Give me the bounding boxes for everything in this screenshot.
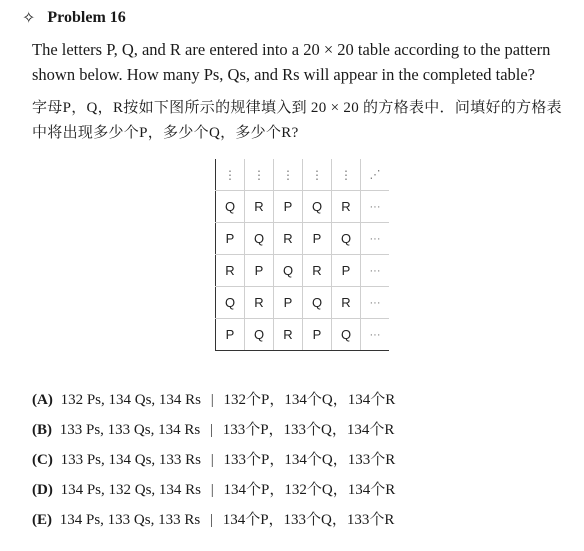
choice-text-zh: 132个P，134个Q，134个R <box>223 392 396 408</box>
pattern-grid <box>215 159 391 342</box>
grid-cell: R <box>245 287 274 319</box>
grid-cell: ⋮ <box>245 159 274 191</box>
choice-label: (C) <box>32 452 53 468</box>
grid-cell: Q <box>274 255 303 287</box>
grid-cell: R <box>216 255 245 287</box>
choice-separator: | <box>210 392 214 408</box>
grid-row <box>216 287 390 319</box>
grid-cell: Q <box>245 223 274 255</box>
choice-text-en: 132 Ps, 134 Qs, 134 Rs <box>60 392 202 408</box>
problem-header <box>22 8 126 27</box>
question-chinese: 字母P，Q，R按如下图所示的规律填入到 20 × 20 的方格表中．问填好的方格表中将出现多少个P，多少个Q，多少个R? <box>32 100 562 141</box>
grid-row <box>216 223 390 255</box>
grid-cell: P <box>216 223 245 255</box>
grid-cell: Q <box>245 319 274 351</box>
grid-cell: ··· <box>361 223 390 255</box>
choice-d[interactable] <box>32 479 395 509</box>
pattern-table <box>215 159 389 351</box>
choice-e[interactable] <box>32 509 395 539</box>
choice-text-en: 133 Ps, 134 Qs, 133 Rs <box>60 452 202 468</box>
choice-label: (E) <box>32 512 52 528</box>
grid-cell: ··· <box>361 255 390 287</box>
grid-cell: P <box>303 223 332 255</box>
choice-text-zh: 133个P，134个Q，133个R <box>223 452 396 468</box>
choice-c[interactable] <box>32 449 395 479</box>
grid-cell: R <box>245 191 274 223</box>
answer-choices <box>32 389 395 539</box>
grid-cell: Q <box>303 287 332 319</box>
grid-cell: R <box>332 287 361 319</box>
choice-label: (A) <box>32 392 53 408</box>
grid-cell: P <box>274 287 303 319</box>
grid-cell: ··· <box>361 287 390 319</box>
grid-cell: Q <box>216 287 245 319</box>
problem-title: Problem 16 <box>47 8 126 26</box>
choice-a[interactable] <box>32 389 395 419</box>
grid-cell: P <box>274 191 303 223</box>
choice-label: (D) <box>32 482 53 498</box>
choice-separator: | <box>210 482 214 498</box>
grid-cell: Q <box>216 191 245 223</box>
grid-cell: ⋮ <box>303 159 332 191</box>
choice-separator: | <box>209 512 213 528</box>
grid-cell: ··· <box>361 191 390 223</box>
grid-cell: P <box>332 255 361 287</box>
diamond-outline-icon: ✧ <box>22 8 36 27</box>
choice-separator: | <box>209 422 213 438</box>
choice-text-en: 133 Ps, 133 Qs, 134 Rs <box>59 422 201 438</box>
question-english: The letters P, Q, and R are entered into a 20 × 20 table according to the pattern shown below. How many Ps, Qs, and Rs will appear in the completed table? <box>32 40 551 84</box>
grid-row-ellipsis <box>216 159 390 191</box>
grid-cell: Q <box>332 223 361 255</box>
grid-cell: ⋮ <box>216 159 245 191</box>
choice-b[interactable] <box>32 419 395 449</box>
choice-text-en: 134 Ps, 133 Qs, 133 Rs <box>59 512 201 528</box>
grid-cell: P <box>303 319 332 351</box>
choice-text-en: 134 Ps, 132 Qs, 134 Rs <box>60 482 202 498</box>
grid-cell: Q <box>303 191 332 223</box>
grid-row <box>216 255 390 287</box>
grid-cell: R <box>274 319 303 351</box>
grid-row <box>216 191 390 223</box>
choice-text-zh: 134个P，133个Q，133个R <box>222 512 395 528</box>
grid-cell: ⋰ <box>361 159 390 191</box>
grid-cell: P <box>216 319 245 351</box>
grid-cell: R <box>303 255 332 287</box>
grid-cell: ⋮ <box>332 159 361 191</box>
grid-cell: ··· <box>361 319 390 351</box>
grid-cell: R <box>274 223 303 255</box>
choice-label: (B) <box>32 422 52 438</box>
choice-separator: | <box>210 452 214 468</box>
choice-text-zh: 134个P，132个Q，134个R <box>223 482 396 498</box>
choice-text-zh: 133个P，133个Q，134个R <box>222 422 395 438</box>
grid-cell: R <box>332 191 361 223</box>
grid-cell: Q <box>332 319 361 351</box>
grid-cell: P <box>245 255 274 287</box>
grid-row <box>216 319 390 351</box>
grid-cell: ⋮ <box>274 159 303 191</box>
